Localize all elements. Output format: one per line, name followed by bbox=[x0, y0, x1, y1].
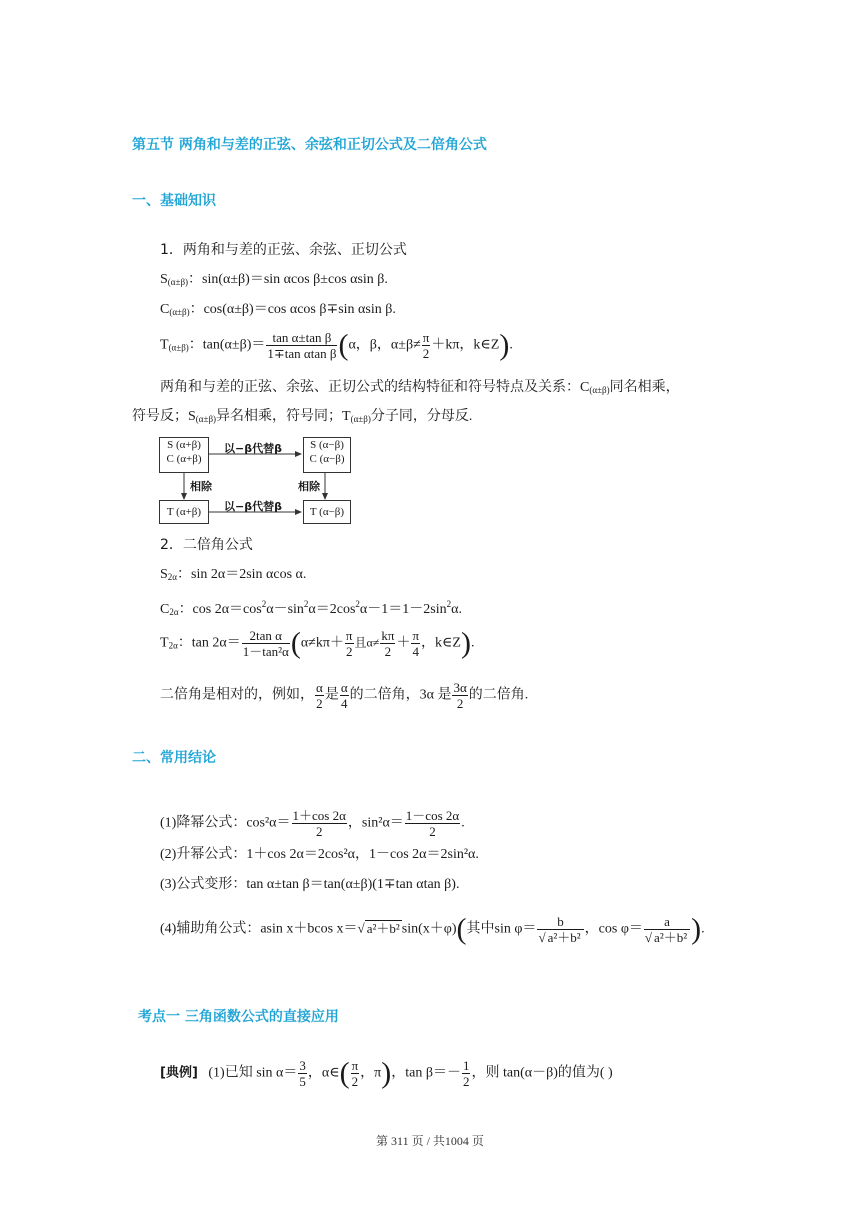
page-title: 第五节 两角和与差的正弦、余弦和正切公式及二倍角公式 bbox=[132, 137, 487, 153]
formula-label: C bbox=[160, 602, 170, 617]
formula-sin-sum bbox=[160, 270, 388, 292]
formula-cos-double bbox=[160, 594, 462, 622]
fraction bbox=[422, 330, 431, 361]
note-text: 是 bbox=[324, 687, 339, 703]
note-text: 异名相乘，符号同；T bbox=[216, 409, 351, 424]
condition-text: α，β，α±β≠ bbox=[348, 337, 421, 353]
left-paren: ( bbox=[339, 1056, 350, 1090]
fraction bbox=[292, 808, 347, 839]
fraction bbox=[340, 680, 349, 711]
numerator: tan α±tan β bbox=[266, 330, 337, 346]
fraction bbox=[345, 628, 354, 659]
numerator: kπ bbox=[381, 628, 395, 643]
conclusion-text: ，sin²α＝ bbox=[347, 815, 404, 831]
fraction bbox=[537, 914, 583, 945]
fraction bbox=[462, 1058, 471, 1089]
fraction bbox=[405, 808, 460, 839]
numerator: α bbox=[340, 680, 348, 695]
numerator: b bbox=[537, 914, 583, 930]
sqrt-radicand: a²＋b² bbox=[547, 930, 581, 945]
right-paren: ) bbox=[460, 626, 471, 660]
formula-body: ：sin 2α＝2sin αcos α. bbox=[177, 567, 307, 582]
box-line: T (α+β) bbox=[166, 506, 202, 518]
numerator: 1＋cos 2α bbox=[292, 808, 346, 823]
box-line: T (α−β) bbox=[309, 506, 345, 518]
left-paren: ( bbox=[290, 626, 301, 660]
formula-subscript: 2α bbox=[167, 572, 178, 582]
note-text: 同名相乘， bbox=[609, 380, 680, 395]
denominator: 2 bbox=[422, 346, 430, 361]
numerator: π bbox=[412, 628, 420, 643]
example-text: ，tan β＝－ bbox=[391, 1065, 461, 1081]
formula-subscript: (α±β) bbox=[169, 307, 190, 317]
conclusion-3: (3)公式变形：tan α±tan β＝tan(α±β)(1∓tan αtan β). bbox=[160, 877, 460, 892]
superscript: 2 bbox=[355, 599, 360, 609]
formula-body: α－sin bbox=[266, 602, 304, 617]
sqrt-radicand: a²＋b² bbox=[366, 920, 400, 936]
section-heading-topic1: 考点一 三角函数公式的直接应用 bbox=[138, 1009, 339, 1025]
denominator: 2 bbox=[429, 824, 436, 839]
superscript: 2 bbox=[303, 599, 309, 609]
conclusion-text: sin(x＋φ) bbox=[401, 921, 457, 937]
example-text: ，则 tan(α－β)的值为( ) bbox=[471, 1065, 613, 1081]
box-line: S (α+β) bbox=[167, 439, 201, 451]
fraction bbox=[380, 628, 395, 659]
note-text: 符号反；S bbox=[132, 409, 196, 424]
note-text: 两角和与差的正弦、余弦、正切公式的结构特征和符号特点及关系：C bbox=[160, 380, 590, 395]
item2-title: 2．二倍角公式 bbox=[160, 537, 253, 553]
note-line-2 bbox=[132, 407, 472, 429]
box-line: C (α−β) bbox=[309, 453, 345, 465]
conclusion-text: (1)降幂公式：cos²α＝ bbox=[160, 815, 291, 831]
fraction bbox=[315, 680, 324, 711]
note-line-1 bbox=[160, 378, 680, 400]
right-paren: ) bbox=[381, 1056, 392, 1090]
denominator: √ a²＋b² bbox=[538, 930, 581, 945]
box-line: C (α+β) bbox=[166, 453, 202, 465]
denominator: 2 bbox=[345, 644, 353, 659]
formula-sin-double bbox=[160, 565, 306, 587]
numerator: π bbox=[422, 330, 430, 345]
formula-body: α＝2cos bbox=[308, 602, 356, 617]
page-footer: 第 311 页 / 共1004 页 bbox=[376, 1134, 484, 1148]
fraction bbox=[411, 628, 420, 659]
formula-tan-double: $T_{2\alpha}$：tan 2α＝ $\frac{\text{2tan α}}{\text{1－tan²α}}$ (α≠kπ＋ $\frac{\pi}{2}$ 且α≠ $\frac{k\pi}{2}$ ＋ $\frac{\pi}{4}$ ，k∈Z). bbox=[160, 626, 475, 660]
section-heading-conclusions: 二、常用结论 bbox=[132, 750, 216, 766]
formula-body: α. bbox=[451, 602, 462, 617]
numerator: 3α bbox=[453, 680, 467, 695]
formula-cos-sum bbox=[160, 300, 396, 322]
right-paren: ) bbox=[691, 912, 702, 946]
superscript: 2 bbox=[261, 599, 267, 609]
conclusion-4: (4)辅助角公式：asin x＋bcos x＝√ a²＋b² sin(x＋φ)(其中sin φ＝ $\frac{b}{\text{√ a²＋b²}}$ ，cos φ＝ $\frac{a}{\text{√ a²＋b²}}$ ). bbox=[160, 912, 705, 946]
example-line bbox=[160, 1058, 613, 1089]
numerator: α bbox=[316, 680, 323, 695]
formula-label: T bbox=[160, 635, 169, 651]
arrow-label-right: 相除 bbox=[298, 480, 320, 493]
note-text: 的二倍角，3α 是 bbox=[349, 687, 452, 703]
formula-label: S bbox=[160, 272, 168, 287]
conclusion-text: 其中sin φ＝ bbox=[466, 921, 537, 937]
denominator: √ a²＋b² bbox=[644, 930, 688, 945]
denominator: 2 bbox=[316, 696, 323, 711]
relative-note bbox=[160, 680, 528, 711]
formula-lhs: ：tan(α±β)＝ bbox=[188, 337, 266, 353]
denominator: 4 bbox=[412, 644, 419, 659]
formula-body: ：cos 2α＝cos bbox=[178, 602, 262, 617]
fraction bbox=[452, 680, 467, 711]
denominator: 2 bbox=[462, 1074, 470, 1089]
note-subscript: (α±β) bbox=[195, 414, 217, 424]
numerator: 1－cos 2α bbox=[405, 808, 460, 823]
example-text: ，α∈ bbox=[307, 1065, 340, 1081]
arrow-label-left: 相除 bbox=[190, 480, 212, 493]
box-line: S (α−β) bbox=[310, 439, 344, 451]
denominator: 2 bbox=[315, 824, 323, 839]
conclusion-2: (2)升幂公式：1＋cos 2α＝2cos²α，1－cos 2α＝2sin²α. bbox=[160, 847, 479, 862]
denominator: 1－tan²α bbox=[242, 644, 289, 659]
numerator: π bbox=[345, 628, 353, 643]
arrow-label-top: 以−β代替β bbox=[224, 442, 282, 455]
left-paren: ( bbox=[338, 328, 349, 362]
formula-subscript: 2α bbox=[168, 640, 178, 651]
denominator: 2 bbox=[351, 1074, 359, 1089]
numerator: a bbox=[644, 914, 690, 930]
note-subscript: (α±β) bbox=[589, 385, 610, 395]
note-text: 二倍角是相对的，例如， bbox=[160, 687, 314, 703]
example-text: (1)已知 sin α＝ bbox=[208, 1065, 298, 1081]
formula-label: S bbox=[160, 567, 168, 582]
fraction bbox=[242, 628, 290, 659]
denominator: 1∓tan αtan β bbox=[267, 346, 337, 361]
denominator: 5 bbox=[299, 1074, 306, 1089]
numerator: 2tan α bbox=[242, 628, 290, 644]
formula-body: ：cos(α±β)＝cos αcos β∓sin αsin β. bbox=[189, 302, 396, 317]
denominator: 4 bbox=[340, 696, 348, 711]
section-heading-basics: 一、基础知识 bbox=[132, 193, 216, 209]
example-text: ，π bbox=[360, 1065, 382, 1081]
sqrt-radicand: a²＋b² bbox=[654, 930, 688, 945]
sqrt-sign: √ bbox=[357, 920, 365, 936]
note-text: 的二倍角. bbox=[468, 687, 529, 703]
example-label: [典例] bbox=[160, 1065, 198, 1081]
superscript: 2 bbox=[446, 599, 452, 609]
numerator: π bbox=[351, 1058, 359, 1073]
arrow-label-bottom: 以−β代替β bbox=[224, 500, 282, 513]
denominator: 2 bbox=[456, 696, 464, 711]
item1-title: 1．两角和与差的正弦、余弦、正切公式 bbox=[160, 242, 407, 258]
condition-text: ，k∈Z bbox=[421, 635, 461, 651]
formula-subscript: (α±β) bbox=[168, 342, 189, 353]
note-text: 分子同，分母反. bbox=[370, 409, 473, 424]
fraction bbox=[298, 1058, 307, 1089]
formula-subscript: 2α bbox=[169, 607, 179, 617]
numerator: 3 bbox=[299, 1058, 306, 1073]
fraction bbox=[644, 914, 690, 945]
condition-text: 且α≠ bbox=[354, 635, 380, 650]
condition-text: ＋kπ，k∈Z bbox=[431, 337, 500, 353]
conclusion-text: (4)辅助角公式：asin x＋bcos x＝ bbox=[160, 921, 358, 937]
formula-body: α－1＝1－2sin bbox=[359, 602, 447, 617]
note-subscript: (α±β) bbox=[350, 414, 371, 424]
denominator: 2 bbox=[384, 644, 392, 659]
formula-label: T bbox=[160, 337, 169, 353]
fraction bbox=[266, 330, 337, 361]
formula-subscript: (α±β) bbox=[167, 277, 189, 287]
right-paren: ) bbox=[499, 328, 510, 362]
condition-text: α≠kπ＋ bbox=[300, 635, 344, 651]
formula-label: C bbox=[160, 302, 170, 317]
conclusion-text: ，cos φ＝ bbox=[584, 921, 643, 937]
numerator: 1 bbox=[462, 1058, 470, 1073]
formula-body: ：sin(α±β)＝sin αcos β±cos αsin β. bbox=[188, 272, 388, 287]
conclusion-1: (1)降幂公式：cos²α＝ $\frac{1+\cos 2\alpha}{2}$ ，sin²α＝ $\frac{1-\cos 2\alpha}{2}$ . bbox=[160, 808, 465, 839]
fraction bbox=[351, 1058, 360, 1089]
formula-lhs: ：tan 2α＝ bbox=[177, 635, 241, 651]
left-paren: ( bbox=[456, 912, 467, 946]
formula-tan-sum: $T_{(\alpha\pm\beta)}$：tan(α±β)＝ $\frac{\text{tan α±tan β}}{\text{1∓tan αtan β}}$ (α，β，α±β≠ $\frac{\pi}{2}$ ＋kπ，k∈Z). bbox=[160, 328, 513, 362]
